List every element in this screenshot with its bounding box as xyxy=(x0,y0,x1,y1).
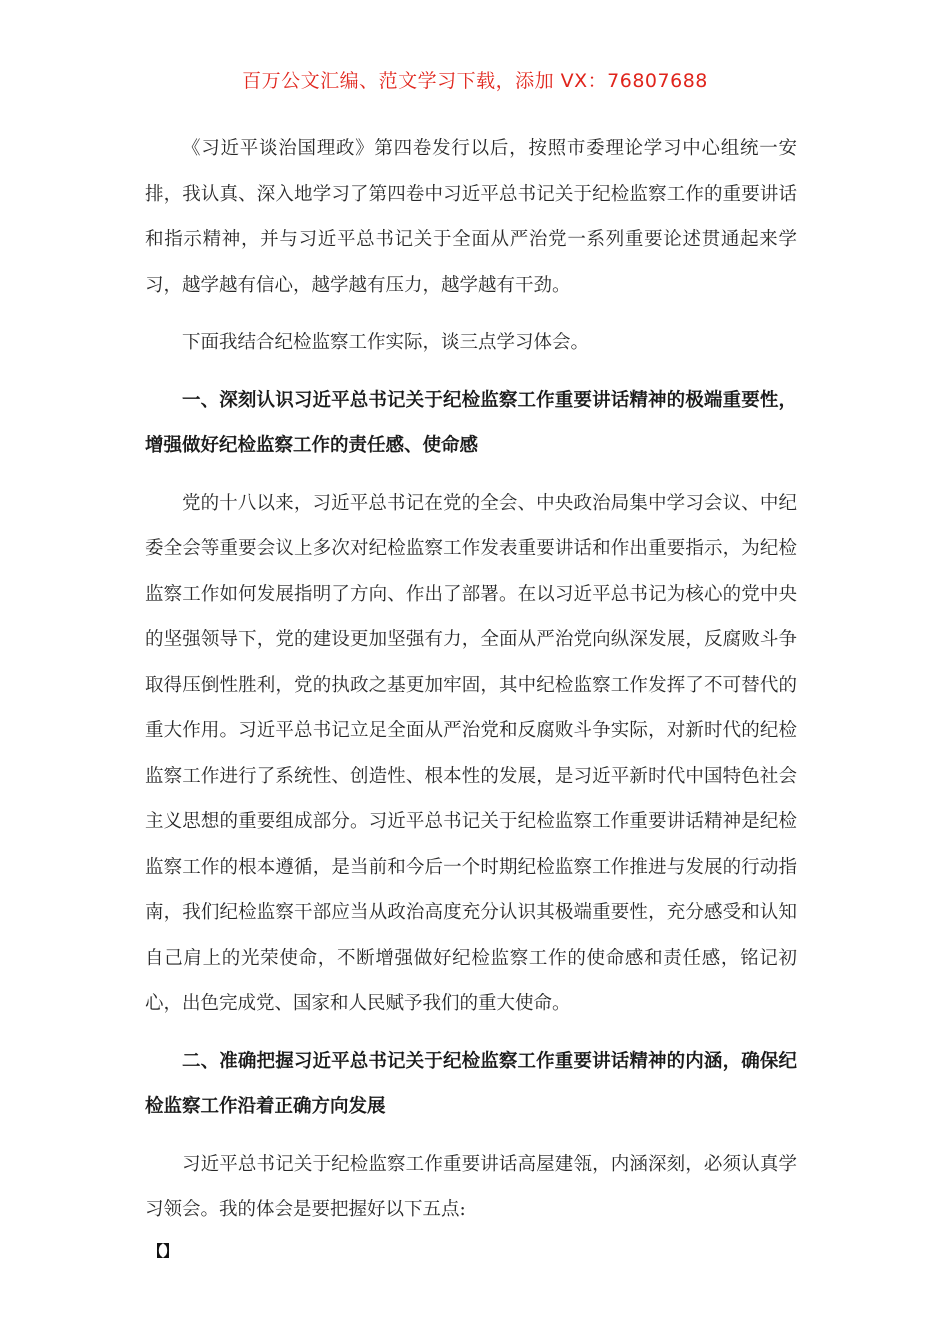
paragraph-section-1: 党的十八以来，习近平总书记在党的全会、中央政治局集中学习会议、中纪委全会等重要会议上多次对纪检监察工作发表重要讲话和作出重要指示，为纪检监察工作如何发展指明了方向、作出了部署。在以习近平总书记为核心的党中央的坚强领导下，党的建设更加坚强有力，全面从严治党向纵深发展，反腐败斗争取得压倒性胜利，党的执政之基更加牢固，其中纪检监察工作发挥了不可替代的重大作用。习近平总书记立足全面从严治党和反腐败斗争实际，对新时代的纪检监察工作进行了系统性、创造性、根本性的发展，是习近平新时代中国特色社会主义思想的重要组成部分。习近平总书记关于纪检监察工作重要讲话精神是纪检监察工作的根本遵循，是当前和今后一个时期纪检监察工作推进与发展的行动指南，我们纪检监察干部应当从政治高度充分认识其极端重要性，充分感受和认知自己肩上的光荣使命，不断增强做好纪检监察工作的使命感和责任感，铭记初心，出色完成党、国家和人民赋予我们的重大使命。 xyxy=(145,492,797,1014)
paragraph-intro: 《习近平谈治国理政》第四卷发行以后，按照市委理论学习中心组统一安排，我认真、深入地学习了第四卷中习近平总书记关于纪检监察工作的重要讲话和指示精神，并与习近平总书记关于全面从严治党一系列重要论述贯通起来学习，越学越有信心，越学越有压力，越学越有干劲。 xyxy=(145,138,797,296)
paragraph-overview: 下面我结合纪检监察工作实际，谈三点学习体会。 xyxy=(182,332,590,353)
section-heading-1: 一、深刻认识习近平总书记关于纪检监察工作重要讲话精神的极端重要性，增强做好纪检监察工作的责任感、使命感 xyxy=(145,389,797,456)
header-banner: 百万公文汇编、范文学习下载，添加 VX：76807688 xyxy=(242,70,708,92)
footer-bracket-mark: 【】 xyxy=(148,1242,179,1260)
paragraph-section-2: 习近平总书记关于纪检监察工作重要讲话高屋建瓴，内涵深刻，必须认真学习领会。我的体会是要把握好以下五点: xyxy=(145,1153,797,1220)
section-heading-2: 二、准确把握习近平总书记关于纪检监察工作重要讲话精神的内涵，确保纪检监察工作沿着正确方向发展 xyxy=(145,1050,797,1117)
document-body xyxy=(145,126,797,1245)
